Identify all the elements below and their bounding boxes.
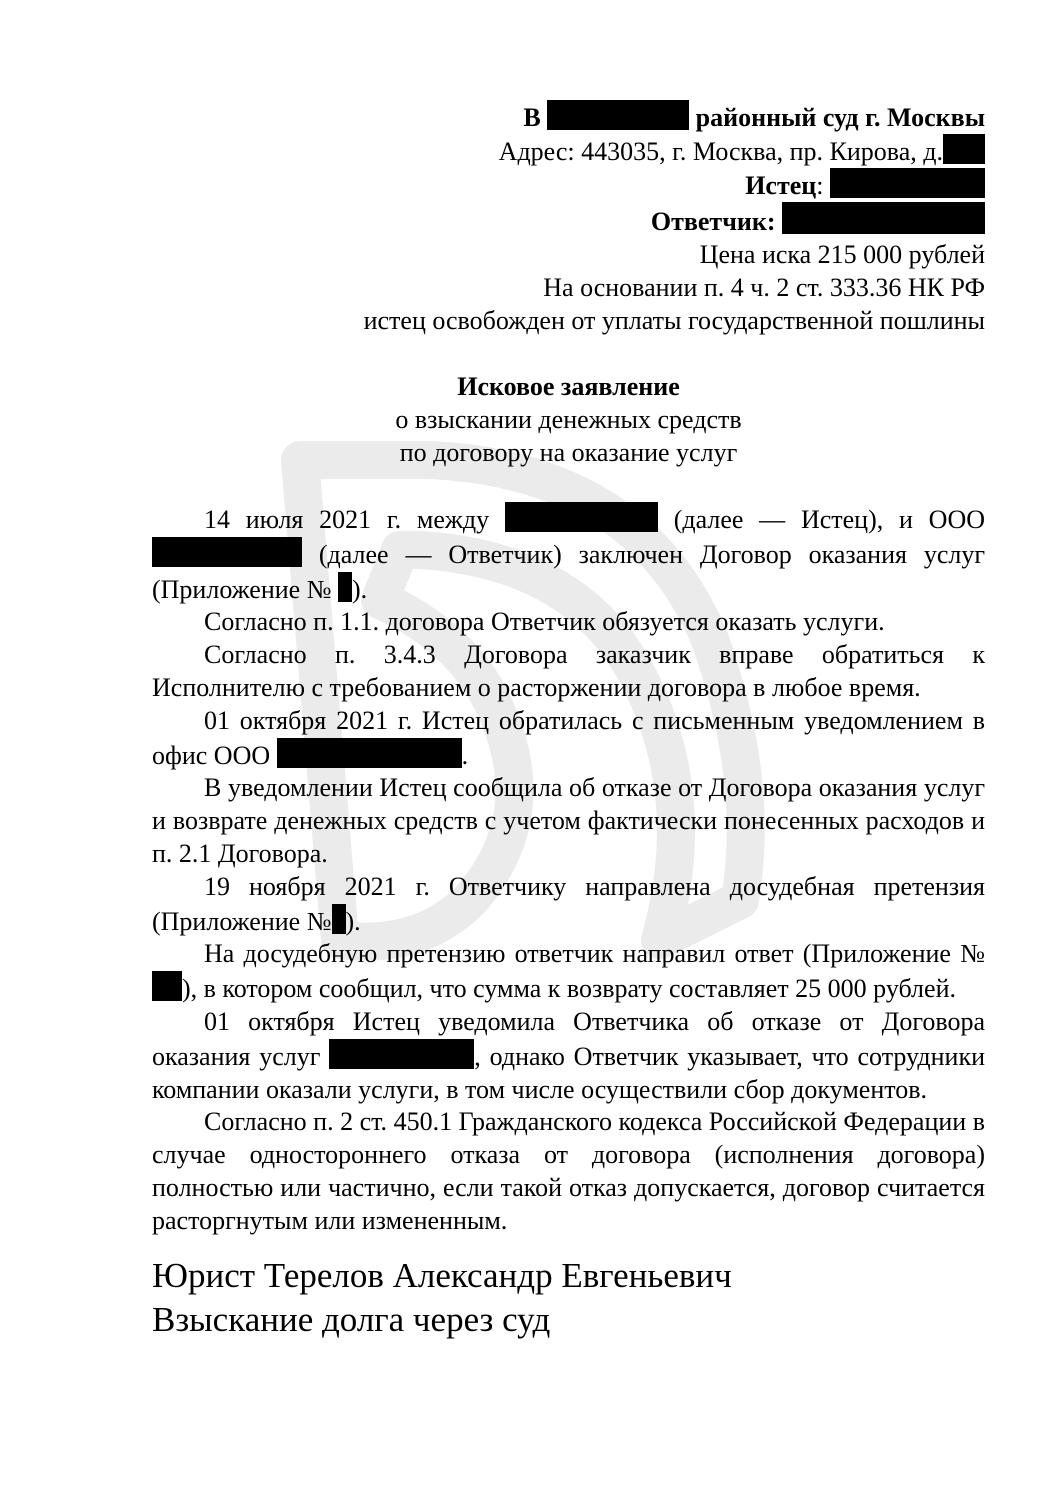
redacted-plaintiff-name: [830, 168, 985, 198]
paragraph-1: [152, 502, 985, 606]
document-footer: [152, 1254, 985, 1342]
fee-exemption: истец освобожден от уплаты государственной пошлины: [363, 306, 985, 335]
paragraph-7-text-b: ), в котором сообщил, что сумма к возврату составляет 25 000 рублей.: [182, 974, 956, 1004]
paragraph-5: В уведомлении Истец сообщила об отказе от Договора оказания услуг и возврате денежных средств с учетом фактически понесенных расходов и п. 2.1 Договора.: [152, 773, 985, 868]
paragraph-4: [152, 705, 985, 773]
court-line: [152, 100, 985, 134]
paragraph-1-text-a: 14 июля 2021 г. между: [204, 505, 490, 534]
paragraph-7: [152, 938, 985, 1006]
paragraph-8: [152, 1006, 985, 1106]
redacted-office-company-name: [277, 738, 462, 768]
paragraph-2: Согласно п. 1.1. договора Ответчик обязуется оказать услуги.: [204, 607, 885, 637]
legal-basis: На основании п. 4 ч. 2 ст. 333.36 НК РФ: [543, 273, 985, 302]
document-page: [152, 100, 985, 1342]
paragraph-4-text-b: .: [461, 740, 469, 770]
redacted-appendix-number-1: [338, 572, 352, 602]
redacted-service-details: [329, 1039, 474, 1069]
paragraph-6-text-b: ).: [345, 906, 361, 936]
footer-tagline: Взыскание долга через суд: [152, 1299, 551, 1339]
redacted-plaintiff-name-body: [505, 502, 658, 532]
court-address: Адрес: 443035, г. Москва, пр. Кирова, д.: [498, 137, 943, 166]
paragraph-8-text-b: , однако Ответчик указывает, что сотрудники компании оказали услуги, в том числе осуществили сбор документов.: [152, 1041, 986, 1104]
paragraph-3: Согласно п. 3.4.3 Договора заказчик вправе обратиться к Исполнителю с требованием о расторжении договора в любое время.: [152, 640, 985, 702]
document-header: [152, 100, 985, 337]
paragraph-1-text-d: ).: [352, 574, 368, 604]
redacted-house-number: [943, 134, 985, 164]
claim-price: Цена иска 215 000 рублей: [699, 240, 985, 269]
plaintiff-line: [152, 168, 985, 202]
paragraph-1-text-c: (далее — Ответчик) заключен Договор оказания услуг (Приложение №: [152, 539, 985, 604]
redacted-court-name: [547, 100, 689, 130]
court-suffix: районный суд г. Москвы: [695, 103, 985, 132]
document-title-block: [152, 370, 985, 469]
lawyer-name: Юрист Терелов Александр Евгеньевич: [152, 1255, 732, 1295]
document-subtitle-line-1: о взыскании денежных средств: [395, 405, 742, 434]
defendant-label: Ответчик:: [650, 207, 776, 236]
paragraph-9: Согласно п. 2 ст. 450.1 Гражданского кодекса Российской Федерации в случае одностороннего отказа от договора (исполнения договора) полностью или частично, если такой отказ допускается, договор считается расторгнутым или измененным.: [152, 1107, 985, 1235]
redacted-company-name: [152, 537, 302, 567]
address-line: [152, 134, 985, 168]
paragraph-7-text-a: На досудебную претензию ответчик направил ответ (Приложение №: [204, 939, 985, 969]
document-subtitle-line-2: по договору на оказание услуг: [399, 438, 738, 467]
redacted-defendant-name: [782, 202, 985, 234]
paragraph-8-text-a: 01 октября Истец уведомила Ответчика об отказе от Договора оказания услуг: [152, 1006, 985, 1071]
redacted-appendix-number-2: [332, 904, 346, 934]
plaintiff-colon: :: [816, 171, 824, 200]
paragraph-6: [152, 871, 985, 939]
plaintiff-label: Истец: [745, 171, 817, 200]
document-body: [152, 502, 985, 1238]
court-prefix: В: [523, 103, 541, 132]
paragraph-6-text-a: 19 ноября 2021 г. Ответчику направлена досудебная претензия (Приложение №: [152, 871, 985, 936]
document-title: Исковое заявление: [457, 372, 680, 401]
paragraph-1-text-b: (далее — Истец), и ООО: [673, 505, 986, 534]
defendant-line: [152, 202, 985, 238]
redacted-appendix-number-3: [152, 971, 182, 1001]
paragraph-4-text-a: 01 октября 2021 г. Истец обратилась с письменным уведомлением в офис ООО: [152, 705, 985, 770]
